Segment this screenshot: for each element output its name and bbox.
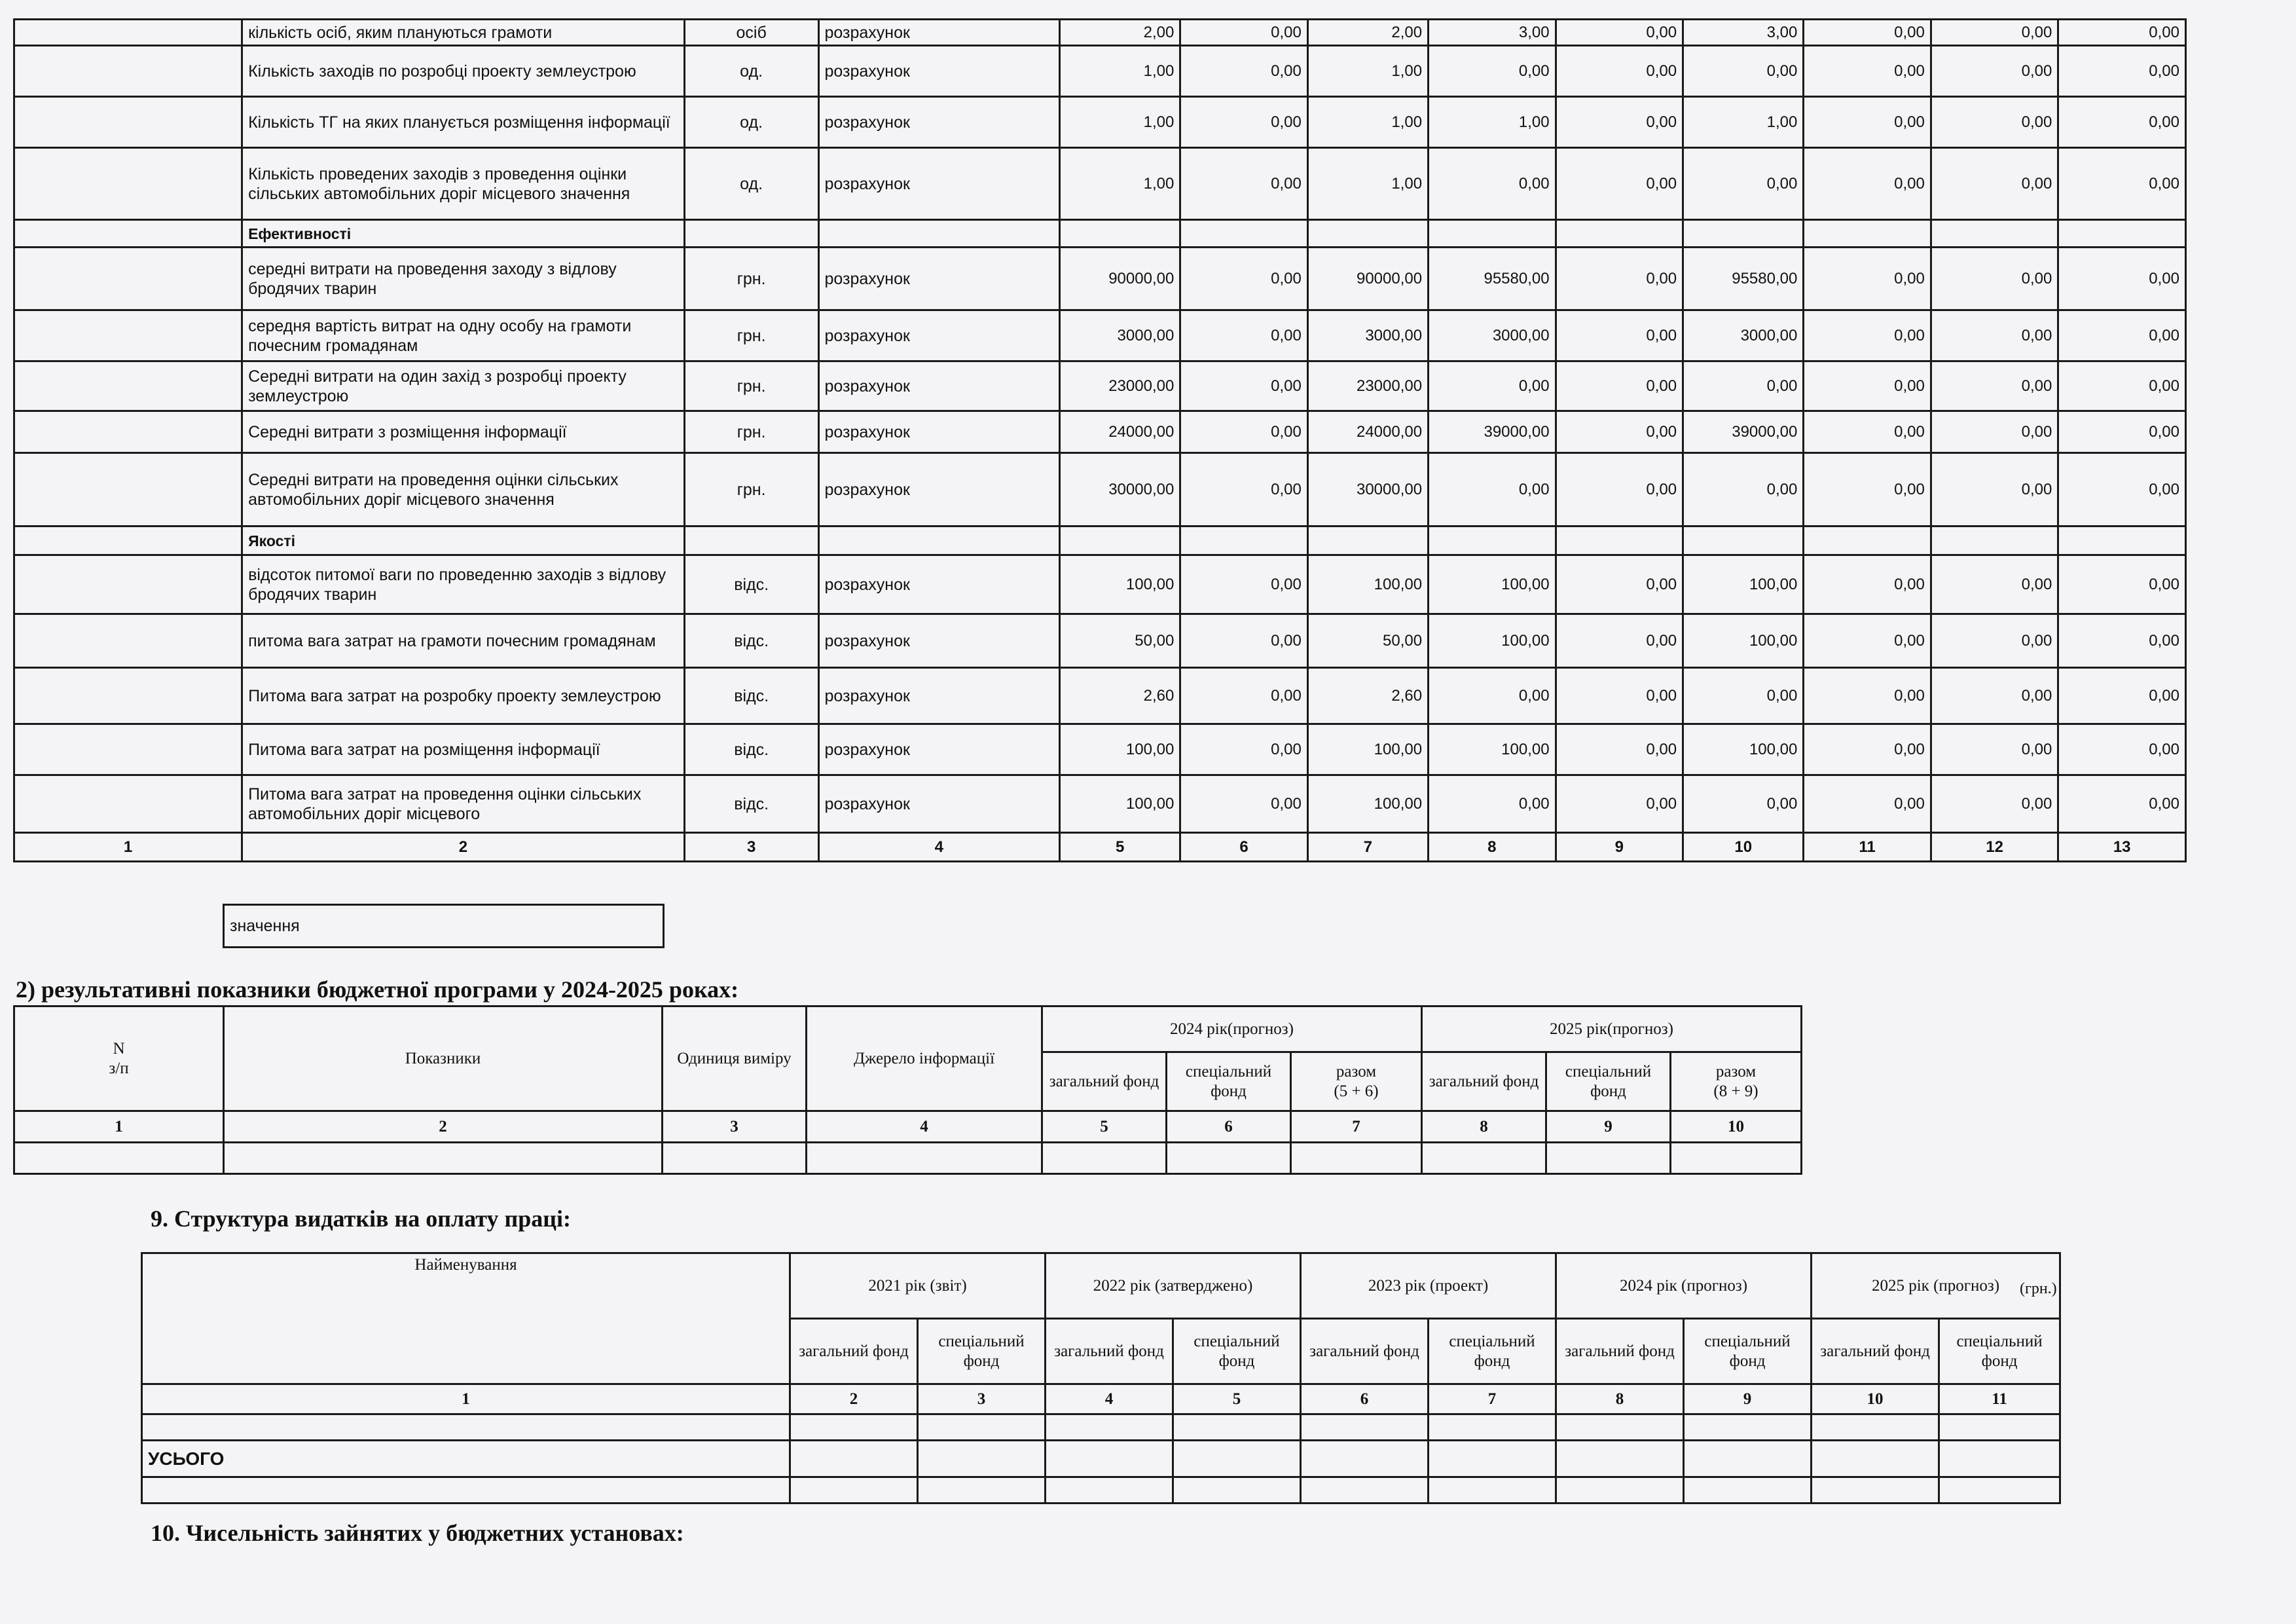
indicator-unit: відс. (684, 555, 818, 614)
indicator-row (14, 20, 2186, 46)
indicator-value: 1,00 (1060, 46, 1180, 97)
indicator-value: 100,00 (1307, 775, 1428, 833)
indicator-value: 0,00 (1683, 148, 1804, 220)
indicator-value: 0,00 (1804, 248, 1931, 310)
header-2025: 2025 рік(прогноз) (1422, 1006, 1802, 1052)
indicator-value: 0,00 (1180, 248, 1308, 310)
indicator-row (14, 724, 2186, 775)
indicator-value: 0,00 (1556, 310, 1683, 361)
indicator-value: 0,00 (2058, 453, 2186, 526)
indicator-value: 0,00 (1556, 148, 1683, 220)
indicator-value: 0,00 (1556, 555, 1683, 614)
indicator-value: 95580,00 (1429, 248, 1556, 310)
indicator-value: 3000,00 (1307, 310, 1428, 361)
column-number: 11 (1939, 1384, 2060, 1414)
indicator-value: 0,00 (1931, 614, 2058, 668)
column-number: 4 (1046, 1384, 1173, 1414)
indicator-value: 0,00 (2058, 248, 2186, 310)
indicator-name: Кількість заходів по розробці проекту землеустрою (242, 46, 685, 97)
column-number: 8 (1556, 1384, 1684, 1414)
indicator-value: 0,00 (1931, 248, 2058, 310)
header-2025-special: спеціальний фонд (1546, 1052, 1671, 1111)
section-title: Якості (242, 526, 685, 555)
column-number: 1 (142, 1384, 790, 1414)
indicator-value: 100,00 (1060, 555, 1180, 614)
unit-note: (грн.) (2020, 1280, 2057, 1297)
indicator-value: 0,00 (1931, 668, 2058, 724)
total-label: УСЬОГО (142, 1441, 790, 1477)
row-number-cell (14, 411, 242, 453)
header-special-fund: спеціальний фонд (918, 1319, 1046, 1384)
column-number: 11 (1804, 833, 1931, 862)
column-number: 10 (1683, 833, 1804, 862)
section-10-caption: 10. Чисельність зайнятих у бюджетних установах: (151, 1520, 684, 1546)
indicator-value: 100,00 (1307, 724, 1428, 775)
indicator-value: 0,00 (1804, 361, 1931, 411)
indicator-source: розрахунок (818, 668, 1060, 724)
indicator-value: 0,00 (1429, 775, 1556, 833)
indicator-name: Середні витрати на проведення оцінки сільських автомобільних доріг місцевого значення (242, 453, 685, 526)
indicator-value: 1,00 (1060, 148, 1180, 220)
indicator-value: 0,00 (1429, 668, 1556, 724)
indicator-value: 0,00 (1931, 361, 2058, 411)
header-unit: Одиниця виміру (663, 1006, 807, 1111)
row-number-cell (14, 220, 242, 248)
continuation-row (223, 904, 665, 948)
indicator-value: 90000,00 (1307, 248, 1428, 310)
column-number: 9 (1546, 1111, 1671, 1143)
indicator-value: 0,00 (1683, 668, 1804, 724)
indicator-row (14, 775, 2186, 833)
header-2024-general: загальний фонд (1042, 1052, 1167, 1111)
indicator-value: 2,00 (1307, 20, 1428, 46)
indicator-value: 0,00 (1804, 46, 1931, 97)
indicator-value: 0,00 (1429, 361, 1556, 411)
header-special-fund: спеціальний фонд (1429, 1319, 1556, 1384)
row-number-cell (14, 614, 242, 668)
indicator-value: 0,00 (1180, 46, 1308, 97)
indicator-value: 0,00 (1180, 20, 1308, 46)
indicator-row (14, 97, 2186, 148)
header-name: Найменування (142, 1253, 790, 1384)
indicator-value: 0,00 (2058, 310, 2186, 361)
header-general-fund: загальний фонд (1812, 1319, 1939, 1384)
indicator-row (14, 614, 2186, 668)
indicator-value: 1,00 (1307, 46, 1428, 97)
indicator-value: 0,00 (1556, 453, 1683, 526)
indicator-value: 0,00 (1180, 668, 1308, 724)
section-title: Ефективності (242, 220, 685, 248)
indicator-unit: грн. (684, 453, 818, 526)
column-number: 9 (1684, 1384, 1812, 1414)
section-9-caption: 9. Структура видатків на оплату праці: (151, 1206, 571, 1232)
indicator-value: 0,00 (1804, 310, 1931, 361)
header-2024-total: разом (5 + 6) (1291, 1052, 1422, 1111)
indicator-value: 24000,00 (1307, 411, 1428, 453)
column-number: 13 (2058, 833, 2186, 862)
indicator-value: 0,00 (1683, 361, 1804, 411)
empty-row (142, 1477, 2060, 1504)
indicator-value: 1,00 (1307, 148, 1428, 220)
indicator-value: 0,00 (2058, 148, 2186, 220)
indicator-name: Питома вага затрат на проведення оцінки сільських автомобільних доріг місцевого (242, 775, 685, 833)
indicator-name: середні витрати на проведення заходу з відлову бродячих тварин (242, 248, 685, 310)
header-2024: 2024 рік(прогноз) (1042, 1006, 1422, 1052)
indicator-value: 0,00 (1180, 555, 1308, 614)
indicator-value: 0,00 (1180, 97, 1308, 148)
indicator-value: 0,00 (1804, 555, 1931, 614)
column-numbers-row (14, 1111, 1802, 1143)
indicator-value: 30000,00 (1060, 453, 1180, 526)
indicator-value: 0,00 (1429, 46, 1556, 97)
header-general-fund: загальний фонд (1046, 1319, 1173, 1384)
indicator-value: 0,00 (2058, 46, 2186, 97)
header-indicators: Показники (224, 1006, 663, 1111)
indicator-row (14, 555, 2186, 614)
indicator-row (14, 248, 2186, 310)
header-year-2022: 2022 рік (затверджено) (1046, 1253, 1301, 1319)
column-number: 10 (1812, 1384, 1939, 1414)
column-number: 5 (1173, 1384, 1301, 1414)
indicator-source: розрахунок (818, 453, 1060, 526)
section-row (14, 526, 2186, 555)
indicator-value: 0,00 (1429, 148, 1556, 220)
column-number: 9 (1556, 833, 1683, 862)
indicator-name: Кількість проведених заходів з проведення оцінки сільських автомобільних доріг місцевого значення (242, 148, 685, 220)
indicator-source: розрахунок (818, 20, 1060, 46)
column-number: 7 (1307, 833, 1428, 862)
indicator-value: 0,00 (1180, 614, 1308, 668)
indicator-value: 30000,00 (1307, 453, 1428, 526)
indicator-source: розрахунок (818, 724, 1060, 775)
indicator-value: 0,00 (1931, 46, 2058, 97)
column-number: 6 (1301, 1384, 1429, 1414)
indicator-value: 0,00 (2058, 724, 2186, 775)
indicator-value: 100,00 (1683, 614, 1804, 668)
indicator-value: 0,00 (1180, 411, 1308, 453)
indicator-value: 0,00 (1180, 453, 1308, 526)
header-source: Джерело інформації (807, 1006, 1042, 1111)
indicator-value: 1,00 (1307, 97, 1428, 148)
indicator-unit: відс. (684, 668, 818, 724)
indicator-value: 0,00 (1180, 361, 1308, 411)
indicator-value: 100,00 (1683, 724, 1804, 775)
indicator-name: Питома вага затрат на розробку проекту землеустрою (242, 668, 685, 724)
indicator-value: 3,00 (1683, 20, 1804, 46)
indicator-value: 0,00 (1931, 453, 2058, 526)
indicator-value: 0,00 (1556, 614, 1683, 668)
indicator-value: 0,00 (2058, 411, 2186, 453)
row-number-cell (14, 97, 242, 148)
indicator-value: 0,00 (1804, 97, 1931, 148)
indicator-unit: грн. (684, 411, 818, 453)
indicator-value: 0,00 (1804, 148, 1931, 220)
indicator-value: 3000,00 (1060, 310, 1180, 361)
column-number: 4 (818, 833, 1060, 862)
header-year-2021: 2021 рік (звіт) (790, 1253, 1046, 1319)
column-number: 1 (14, 833, 242, 862)
indicator-source: розрахунок (818, 46, 1060, 97)
indicator-value: 39000,00 (1683, 411, 1804, 453)
indicator-value: 1,00 (1060, 97, 1180, 148)
indicator-value: 0,00 (1804, 411, 1931, 453)
column-number: 2 (224, 1111, 663, 1143)
indicator-value: 0,00 (1556, 668, 1683, 724)
indicator-row (14, 361, 2186, 411)
indicator-unit: осіб (684, 20, 818, 46)
indicator-value: 0,00 (2058, 775, 2186, 833)
row-number-cell (14, 20, 242, 46)
indicator-value: 0,00 (1683, 453, 1804, 526)
indicator-value: 0,00 (1556, 20, 1683, 46)
header-general-fund: загальний фонд (1301, 1319, 1429, 1384)
indicator-value: 0,00 (1683, 775, 1804, 833)
indicator-unit: відс. (684, 775, 818, 833)
indicator-value: 100,00 (1683, 555, 1804, 614)
indicator-value: 24000,00 (1060, 411, 1180, 453)
indicator-value: 1,00 (1429, 97, 1556, 148)
column-number: 10 (1671, 1111, 1802, 1143)
indicator-value: 1,00 (1683, 97, 1804, 148)
indicator-source: розрахунок (818, 310, 1060, 361)
header-2024-special: спеціальний фонд (1167, 1052, 1291, 1111)
column-number: 3 (663, 1111, 807, 1143)
indicator-value: 0,00 (2058, 20, 2186, 46)
header-num: N з/п (14, 1006, 224, 1111)
header-special-fund: спеціальний фонд (1173, 1319, 1301, 1384)
indicator-source: розрахунок (818, 775, 1060, 833)
indicator-value: 2,60 (1307, 668, 1428, 724)
indicator-value: 90000,00 (1060, 248, 1180, 310)
section-row (14, 220, 2186, 248)
indicator-row (14, 453, 2186, 526)
indicator-value: 0,00 (2058, 97, 2186, 148)
indicator-value: 0,00 (1804, 668, 1931, 724)
continuation-text: значення (224, 905, 664, 948)
header-special-fund: спеціальний фонд (1684, 1319, 1812, 1384)
row-number-cell (14, 148, 242, 220)
indicator-value: 0,00 (2058, 668, 2186, 724)
indicator-name: кількість осіб, яким плануються грамоти (242, 20, 685, 46)
indicator-value: 0,00 (1931, 97, 2058, 148)
indicator-value: 0,00 (1931, 775, 2058, 833)
row-number-cell (14, 46, 242, 97)
indicator-name: Середні витрати з розміщення інформації (242, 411, 685, 453)
indicator-unit: грн. (684, 361, 818, 411)
indicator-name: Середні витрати на один захід з розробці проекту землеустрою (242, 361, 685, 411)
indicator-value: 0,00 (1804, 20, 1931, 46)
indicator-source: розрахунок (818, 97, 1060, 148)
column-number: 7 (1291, 1111, 1422, 1143)
indicator-name: відсоток питомої ваги по проведенню заходів з відлову бродячих тварин (242, 555, 685, 614)
indicator-value: 0,00 (1180, 775, 1308, 833)
indicator-name: питома вага затрат на грамоти почесним громадянам (242, 614, 685, 668)
indicator-value: 0,00 (2058, 614, 2186, 668)
indicator-unit: грн. (684, 310, 818, 361)
column-number: 5 (1042, 1111, 1167, 1143)
indicator-value: 0,00 (1804, 775, 1931, 833)
column-numbers-row (14, 833, 2186, 862)
indicator-value: 0,00 (1556, 46, 1683, 97)
row-number-cell (14, 248, 242, 310)
indicator-value: 0,00 (1180, 148, 1308, 220)
column-number: 8 (1422, 1111, 1546, 1143)
indicator-value: 100,00 (1429, 724, 1556, 775)
row-number-cell (14, 724, 242, 775)
indicator-value: 39000,00 (1429, 411, 1556, 453)
row-number-cell (14, 310, 242, 361)
row-number-cell (14, 526, 242, 555)
row-number-cell (14, 668, 242, 724)
indicator-name: Кількість ТГ на яких планується розміщення інформації (242, 97, 685, 148)
indicator-value: 100,00 (1060, 724, 1180, 775)
indicator-value: 0,00 (1556, 775, 1683, 833)
indicator-source: розрахунок (818, 411, 1060, 453)
indicator-unit: відс. (684, 724, 818, 775)
indicator-value: 3000,00 (1683, 310, 1804, 361)
row-number-cell (14, 775, 242, 833)
indicator-value: 100,00 (1307, 555, 1428, 614)
indicator-value: 0,00 (1556, 724, 1683, 775)
column-number: 6 (1167, 1111, 1291, 1143)
indicator-value: 0,00 (1804, 724, 1931, 775)
column-number: 6 (1180, 833, 1308, 862)
indicator-value: 0,00 (1931, 724, 2058, 775)
indicator-row (14, 46, 2186, 97)
indicator-unit: грн. (684, 248, 818, 310)
column-number: 12 (1931, 833, 2058, 862)
indicator-value: 100,00 (1060, 775, 1180, 833)
indicator-value: 0,00 (1931, 555, 2058, 614)
indicator-value: 0,00 (1931, 148, 2058, 220)
row-number-cell (14, 555, 242, 614)
indicator-row (14, 310, 2186, 361)
indicator-row (14, 148, 2186, 220)
indicator-value: 2,00 (1060, 20, 1180, 46)
indicator-value: 0,00 (1556, 97, 1683, 148)
indicator-value: 100,00 (1429, 614, 1556, 668)
empty-row (14, 1143, 1802, 1174)
column-number: 8 (1429, 833, 1556, 862)
indicator-source: розрахунок (818, 555, 1060, 614)
indicator-source: розрахунок (818, 614, 1060, 668)
indicator-name: Питома вага затрат на розміщення інформації (242, 724, 685, 775)
header-2025-total: разом (8 + 9) (1671, 1052, 1802, 1111)
resultative-indicators-table (13, 1005, 1802, 1175)
indicator-value: 0,00 (1180, 310, 1308, 361)
indicator-value: 0,00 (1180, 724, 1308, 775)
column-number: 7 (1429, 1384, 1556, 1414)
indicator-value: 0,00 (1556, 361, 1683, 411)
header-special-fund: спеціальний фонд (1939, 1319, 2060, 1384)
column-number: 1 (14, 1111, 224, 1143)
indicator-value: 0,00 (2058, 361, 2186, 411)
section-8-2-caption: 2) результативні показники бюджетної програми у 2024-2025 роках: (16, 976, 739, 1003)
indicator-value: 0,00 (2058, 555, 2186, 614)
indicator-value: 23000,00 (1060, 361, 1180, 411)
column-number: 5 (1060, 833, 1180, 862)
row-number-cell (14, 453, 242, 526)
indicator-value: 23000,00 (1307, 361, 1428, 411)
column-number: 3 (918, 1384, 1046, 1414)
indicator-value: 50,00 (1307, 614, 1428, 668)
indicator-unit: од. (684, 97, 818, 148)
salary-structure-table (141, 1252, 2061, 1504)
indicator-value: 0,00 (1683, 46, 1804, 97)
indicator-value: 100,00 (1429, 555, 1556, 614)
header-year-2024: 2024 рік (прогноз) (1556, 1253, 1812, 1319)
indicator-row (14, 668, 2186, 724)
indicator-source: розрахунок (818, 248, 1060, 310)
indicator-value: 3000,00 (1429, 310, 1556, 361)
row-number-cell (14, 361, 242, 411)
indicator-value: 95580,00 (1683, 248, 1804, 310)
indicator-row (14, 411, 2186, 453)
indicator-value: 0,00 (1931, 310, 2058, 361)
column-number: 2 (790, 1384, 918, 1414)
indicator-value: 3,00 (1429, 20, 1556, 46)
header-general-fund: загальний фонд (1556, 1319, 1684, 1384)
indicator-value: 0,00 (1556, 411, 1683, 453)
header-2025-general: загальний фонд (1422, 1052, 1546, 1111)
indicator-name: середня вартість витрат на одну особу на грамоти почесним громадянам (242, 310, 685, 361)
indicators-table (13, 18, 2187, 862)
total-row (142, 1441, 2060, 1477)
column-number: 2 (242, 833, 685, 862)
indicator-source: розрахунок (818, 148, 1060, 220)
indicator-value: 50,00 (1060, 614, 1180, 668)
indicator-unit: од. (684, 46, 818, 97)
indicator-source: розрахунок (818, 361, 1060, 411)
header-year-2025: 2025 рік (прогноз) (1812, 1253, 2060, 1319)
column-number: 4 (807, 1111, 1042, 1143)
indicator-unit: відс. (684, 614, 818, 668)
empty-row (142, 1414, 2060, 1441)
header-general-fund: загальний фонд (790, 1319, 918, 1384)
indicator-value: 2,60 (1060, 668, 1180, 724)
column-number: 3 (684, 833, 818, 862)
indicator-value: 0,00 (1804, 614, 1931, 668)
header-year-2023: 2023 рік (проект) (1301, 1253, 1556, 1319)
indicator-value: 0,00 (1931, 20, 2058, 46)
indicator-value: 0,00 (1804, 453, 1931, 526)
column-numbers-row (142, 1384, 2060, 1414)
indicator-value: 0,00 (1429, 453, 1556, 526)
indicator-unit: од. (684, 148, 818, 220)
indicator-value: 0,00 (1556, 248, 1683, 310)
indicator-value: 0,00 (1931, 411, 2058, 453)
